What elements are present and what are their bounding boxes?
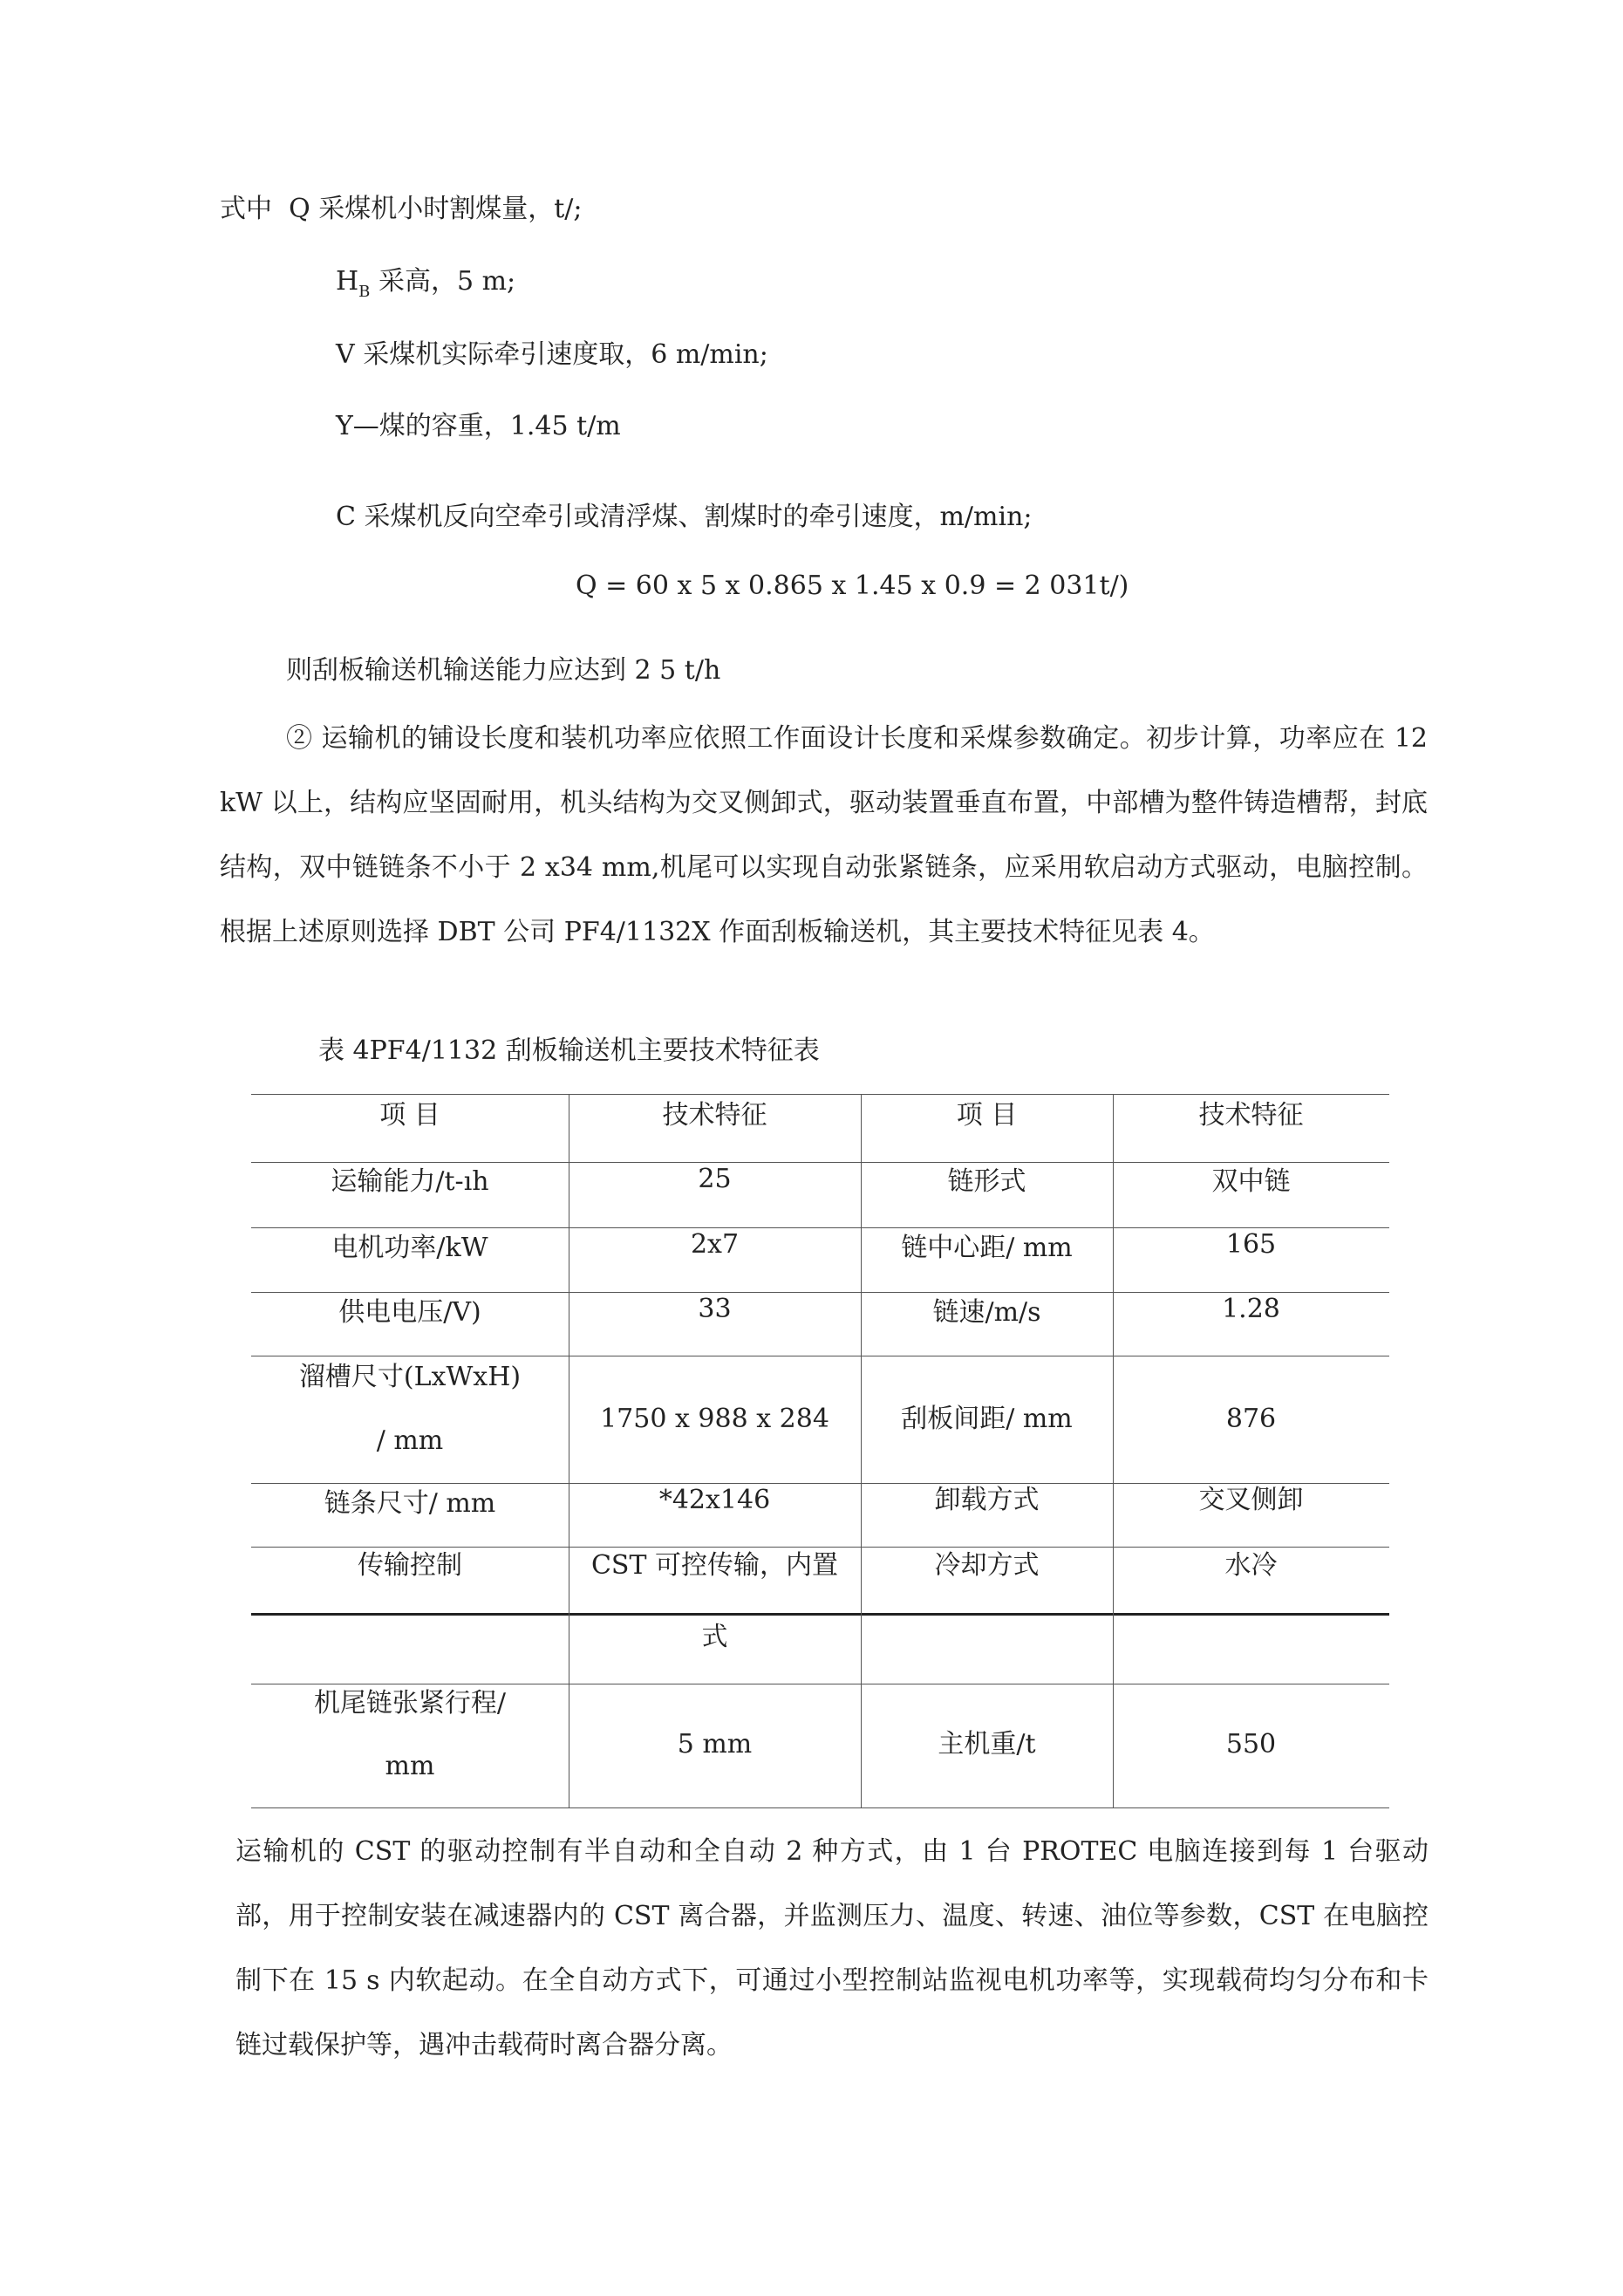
table-cell-continued: mm — [385, 1751, 435, 1781]
table-rule — [251, 1807, 1389, 1808]
table-cell: 5 mm — [677, 1729, 753, 1760]
table-column-rule — [861, 1094, 862, 1807]
table-cell: 交叉侧卸 — [1198, 1485, 1304, 1515]
table-cell: *42x146 — [658, 1485, 771, 1515]
formula-q-definition: Q 采煤机小时割煤量，t/; — [289, 194, 583, 224]
table-cell: 876 — [1225, 1404, 1277, 1434]
table-cell: 550 — [1225, 1729, 1277, 1760]
table-cell: 冷却方式 — [934, 1550, 1040, 1581]
formula-line-q — [220, 192, 582, 227]
table-column-rule — [1113, 1094, 1114, 1807]
table-cell: 链中心距/ mm — [901, 1233, 1073, 1263]
conclusion-line: 则刮板输送机输送能力应达到 2 5 t/h — [286, 655, 721, 686]
table-rule-page-break — [251, 1613, 1389, 1616]
table-cell: 机尾链张紧行程/ — [313, 1688, 507, 1719]
paragraph-equipment-selection: ② 运输机的铺设长度和装机功率应依照工作面设计长度和采煤参数确定。初步计算，功率应在 12 kW 以上，结构应坚固耐用，机头结构为交叉侧卸式，驱动装置垂直布置，中部槽为整件铸造槽帮，封底结构，双中链链条不小于 2 x34 mm,机尾可以实现自动张紧链条，应采用软启动方式驱动，电脑控制。根据上述原则选择 DBT 公司 PF4/1132X 作面刮板输送机，其主要技术特征见表 4。 — [220, 723, 1428, 947]
formula-line-c: C 采煤机反向空牵引或清浮煤、割煤时的牵引速度，m/min; — [336, 502, 1033, 532]
table-caption: 表 4PF4/1132 刮板输送机主要技术特征表 — [318, 1035, 820, 1066]
equation: Q = 60 x 5 x 0.865 x 1.45 x 0.9 = 2 031t/) — [576, 571, 1129, 601]
table-cell: 双中链 — [1211, 1166, 1291, 1197]
table-cell: 33 — [698, 1294, 732, 1324]
table-cell: 链速/m/s — [932, 1297, 1041, 1328]
table-header-cell: 技术特征 — [662, 1100, 767, 1131]
table-cell: 卸载方式 — [934, 1485, 1040, 1515]
table-cell: 式 — [701, 1622, 728, 1652]
table-cell: 刮板间距/ mm — [901, 1404, 1073, 1434]
table-cell: CST 可控传输，内置 — [590, 1550, 839, 1581]
table-cell: 传输控制 — [358, 1550, 462, 1581]
formula-line-y: Y—煤的容重，1.45 t/m — [336, 411, 621, 441]
table-cell: 链形式 — [947, 1166, 1026, 1197]
table-cell: 主机重/t — [938, 1729, 1036, 1760]
table-cell-continued: / mm — [376, 1425, 444, 1456]
formula-line-v: V 采煤机实际牵引速度取，6 m/min; — [336, 339, 768, 370]
formula-hb-definition: 采高，5 m; — [378, 266, 516, 297]
formula-line-hb — [336, 264, 515, 310]
table-cell: 运输能力/t-ıh — [331, 1166, 489, 1197]
paragraph-cst-control: 运输机的 CST 的驱动控制有半自动和全自动 2 种方式，由 1 台 PROTEC 电脑连接到每 1 台驱动部，用于控制安装在减速器内的 CST 离合器，并监测压力、温度、转速、油位等参数，CST 在电脑控制下在 15 s 内软起动。在全自动方式下，可通过小型控制站监视电机功率等，实现载荷均匀分布和卡链过载保护等，遇冲击载荷时离合器分离。 — [235, 1836, 1429, 2060]
table-header-cell: 技术特征 — [1198, 1100, 1304, 1131]
table-cell: 链条尺寸/ mm — [324, 1488, 496, 1519]
table-header-cell: 项 目 — [379, 1100, 440, 1131]
formula-prefix: 式中 — [220, 194, 272, 224]
formula-hb-symbol: H — [336, 266, 359, 297]
table-cell: 电机功率/kW — [331, 1233, 488, 1263]
table-rule — [251, 1547, 1389, 1548]
table-cell: 水冷 — [1224, 1550, 1278, 1581]
table-cell: 1.28 — [1222, 1294, 1280, 1324]
table-cell: 165 — [1225, 1229, 1277, 1260]
table-cell: 供电电压/V) — [338, 1297, 481, 1328]
formula-hb-subscript: B — [358, 283, 371, 301]
table-cell: 1750 x 988 x 284 — [600, 1404, 829, 1434]
table-rule — [251, 1094, 1389, 1095]
table-cell: 25 — [698, 1164, 732, 1194]
table-cell: 2x7 — [690, 1229, 740, 1260]
table-cell: 溜槽尺寸(LxWxH) — [298, 1362, 522, 1392]
table-header-cell: 项 目 — [956, 1100, 1018, 1131]
